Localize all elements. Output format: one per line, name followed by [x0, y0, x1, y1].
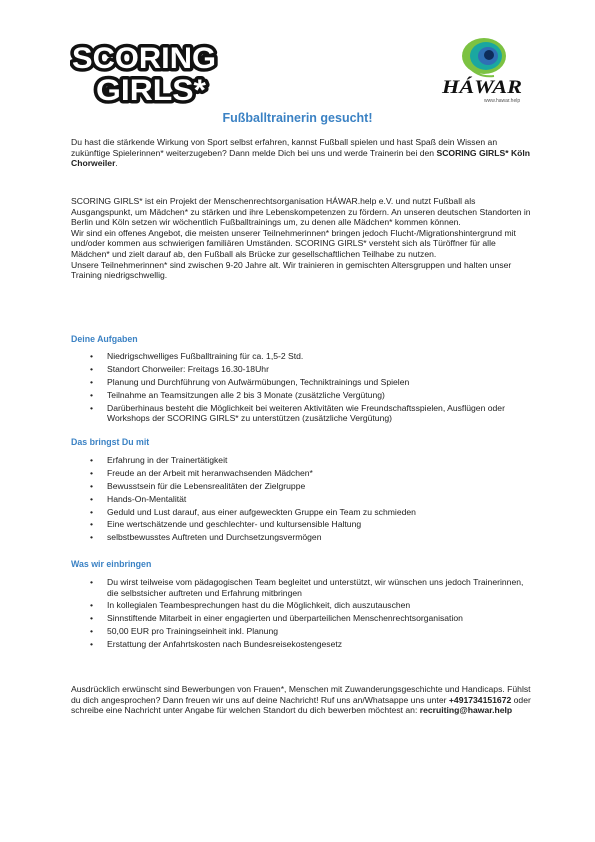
bullet-icon: •	[90, 639, 94, 650]
list-das-bringst-du-mit	[71, 455, 531, 545]
bullet-icon: •	[90, 626, 94, 637]
list-item: • Du wirst teilweise vom pädagogischen Team begleitet und unterstützt, wir wünschen uns jedoch Trainerinnen, die selbstsicher auftreten und Erfahrung mitbringen	[90, 577, 524, 598]
list-item: • Niedrigschwelliges Fußballtraining für ca. 1,5-2 Std.	[90, 351, 304, 361]
list-item: • Standort Chorweiler: Freitags 16.30-18Uhr	[90, 363, 269, 374]
page-title: Fußballtrainerin gesucht!	[222, 111, 373, 125]
about-paragraph-2: Wir sind ein offenes Angebot, die meisten unserer Teilnehmerinnen* bringen jedoch Flucht-/Migrationshintergrund mit und/oder kommen aus schwierigen familiären Umständen. SCORING GIRLS* versteht sich als Türöffner für alle Mädchen* und zielt darauf ab, den Fußball als Brücke zur gesellschaftlichen Teilhabe zu nutzen.	[71, 227, 516, 259]
heading-das-bringst-du-mit: Das bringst Du mit	[71, 437, 150, 447]
list-item: • Teilnahme an Teamsitzungen alle 2 bis 3 Monate (zusätzliche Vergütung)	[90, 389, 385, 400]
logo-line-1: SCORING	[72, 42, 216, 75]
bullet-icon: •	[90, 455, 94, 465]
email-address[interactable]: recruiting@hawar.help	[419, 705, 513, 716]
bullet-icon: •	[90, 532, 94, 543]
about-paragraph-1: SCORING GIRLS* ist ein Projekt der Menschenrechtsorganisation HÁWAR.help e.V. und nutzt Fußball als Ausgangspunkt, um Mädchen* zu stärken und ihre Lebenskompetenzen zu fördern. An unseren deutschen Standorten in Berlin und Köln setzen wir wöchentlich Fußballtrainings um, zu denen alle Mädchen* kommen können.	[71, 196, 531, 228]
closing-paragraph	[71, 684, 531, 716]
list-item: • 50,00 EUR pro Trainingseinheit inkl. Planung	[90, 626, 279, 637]
list-item: • Sinnstiftende Mitarbeit in einer engagierten und überparteilichen Menschenrechtsorganisation	[90, 613, 463, 624]
bullet-icon: •	[90, 613, 94, 624]
peacock-feather-icon	[462, 38, 506, 76]
closing-text-1: Ausdrücklich erwünscht sind Bewerbungen von Frauen*, Menschen mit Zuwanderungsgeschichte und Handicaps. Fühlst du dich angesprochen? Dann freuen wir uns auf deine Nachricht! Ruf uns an/Whatsappe uns unter	[71, 684, 531, 705]
bullet-icon: •	[90, 493, 94, 504]
bullet-icon: •	[90, 600, 94, 611]
list-deine-aufgaben	[71, 351, 531, 426]
bullet-icon: •	[90, 402, 94, 413]
list-item: • Bewusstsein für die Lebensrealitäten der Zielgruppe	[90, 480, 306, 491]
list-item: • Hands-On-Mentalität	[90, 493, 187, 504]
heading-was-wir-einbringen: Was wir einbringen	[71, 559, 152, 569]
hawar-wordmark: HÁWAR	[442, 77, 511, 98]
logo-line-2: GIRLS*	[96, 74, 207, 106]
scoring-girls-logo	[70, 40, 220, 106]
list-item: • Erfahrung in der Trainertätigkeit	[90, 455, 228, 465]
bullet-icon: •	[90, 389, 94, 400]
list-item: • Geduld und Lust darauf, aus einer aufgeweckten Gruppe ein Team zu schmieden	[90, 506, 416, 517]
intro-end: .	[115, 158, 118, 169]
list-item: • Erstattung der Anfahrtskosten nach Bundesreisekostengesetz	[90, 639, 343, 650]
about-paragraph-3: Unsere Teilnehmerinnen* sind zwischen 9-20 Jahre alt. Wir trainieren in gemischten Altersgruppen und halten unser Training niedrigschwellig.	[71, 259, 512, 281]
bullet-icon: •	[90, 467, 94, 478]
hawar-url: www.hawar.help	[484, 98, 521, 104]
list-item: • Freude an der Arbeit mit heranwachsenden Mädchen*	[90, 467, 313, 478]
bullet-icon: •	[90, 577, 94, 587]
heading-deine-aufgaben: Deine Aufgaben	[71, 334, 138, 344]
intro-paragraph	[71, 137, 531, 169]
phone-number[interactable]: +491734151672	[448, 694, 512, 705]
list-was-wir-einbringen	[71, 577, 531, 652]
bullet-icon: •	[90, 519, 94, 530]
about-section	[71, 196, 531, 281]
list-item: • Darüberhinaus besteht die Möglichkeit bei weiteren Aktivitäten wie Freundschaftsspielen, Ausflügen oder Workshops der SCORING GIRLS* zu unterstützen (zusätzliche Vergütung)	[90, 402, 505, 424]
bullet-icon: •	[90, 351, 94, 361]
intro-text: Du hast die stärkende Wirkung von Sport selbst erfahren, kannst Fußball spielen und hast Spaß dein Wissen an zukünftige Spielerinnen* weiterzugeben? Dann melde Dich bei uns und werde Trainerin bei den	[71, 137, 498, 158]
bullet-icon: •	[90, 480, 94, 491]
list-item: • In kollegialen Teambesprechungen hast du die Möglichkeit, dich auszutauschen	[90, 600, 411, 611]
bullet-icon: •	[90, 376, 94, 387]
list-item: • Planung und Durchführung von Aufwärmübungen, Techniktrainings und Spielen	[90, 376, 410, 387]
list-item: • Eine wertschätzende und geschlechter- und kultursensible Haltung	[90, 519, 362, 530]
bullet-icon: •	[90, 363, 94, 374]
hawar-logo	[438, 36, 526, 104]
closing-text-2: oder schreibe eine Nachricht unter Angabe für welchen Standort du dich bewerben möchtest an:	[71, 694, 531, 716]
intro-bold: SCORING GIRLS* Köln Chorweiler	[71, 147, 531, 169]
list-item: • selbstbewusstes Auftreten und Durchsetzungsvermögen	[90, 532, 322, 543]
bullet-icon: •	[90, 506, 94, 517]
